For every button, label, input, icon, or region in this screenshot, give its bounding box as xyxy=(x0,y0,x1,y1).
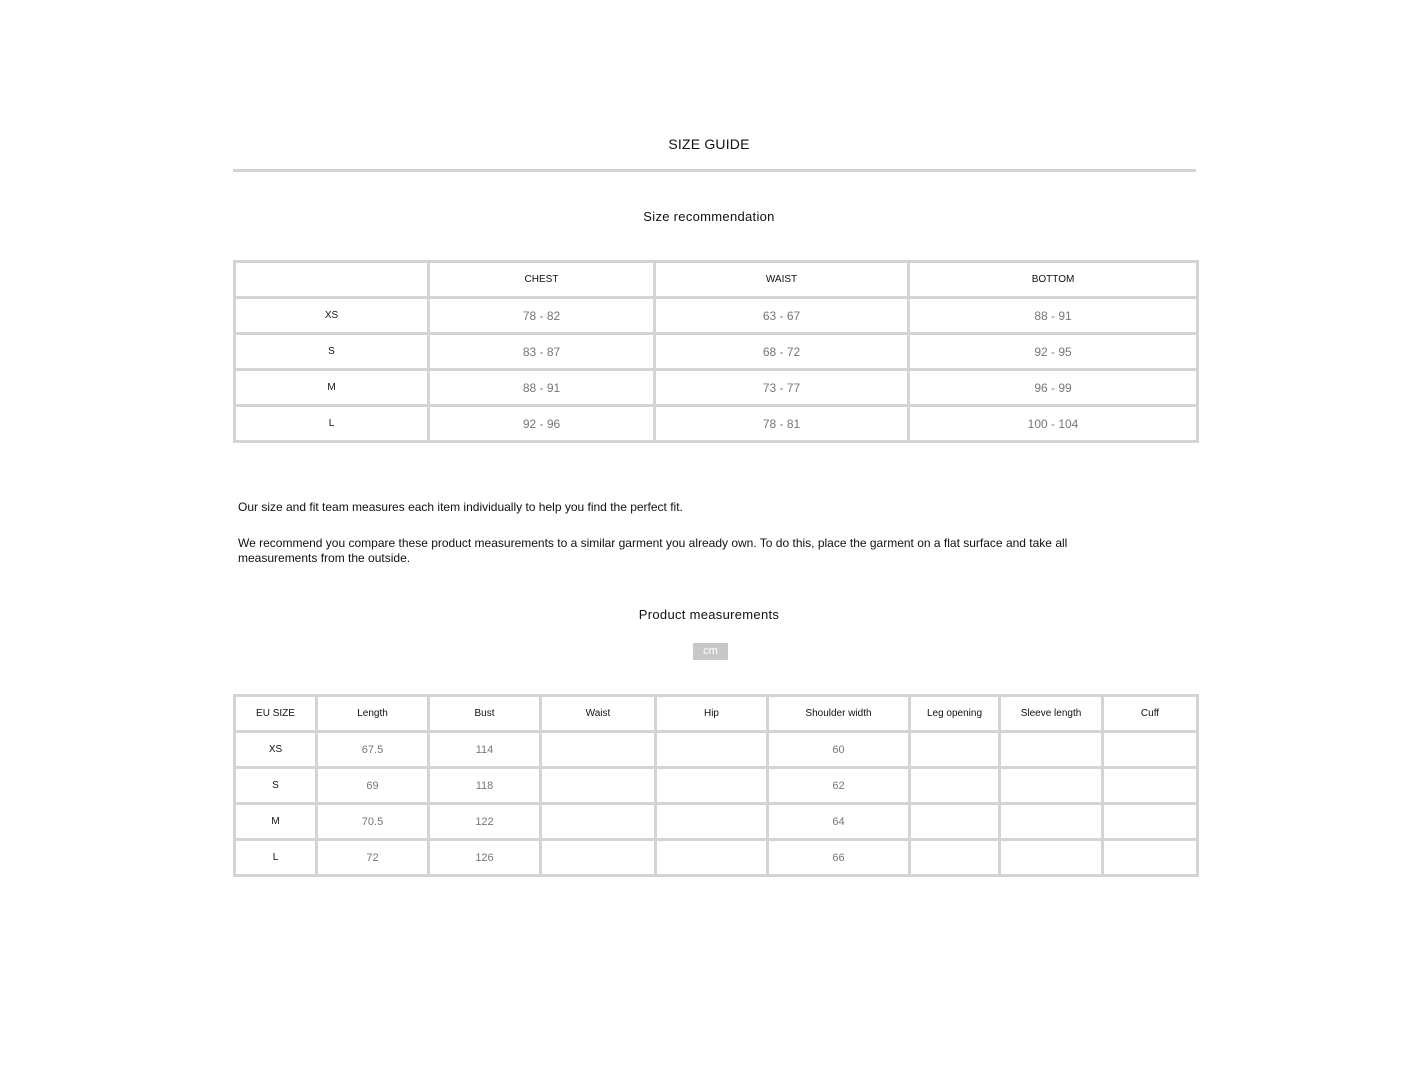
size-cell: XS xyxy=(235,298,429,334)
table-row xyxy=(235,804,1198,840)
waist-cell: 78 - 81 xyxy=(655,406,909,442)
shoulder-cell: 60 xyxy=(768,732,910,768)
hip-cell xyxy=(656,768,768,804)
chest-cell: 88 - 91 xyxy=(429,370,655,406)
table-row xyxy=(235,768,1198,804)
waist-cell xyxy=(541,768,656,804)
waist-cell: 73 - 77 xyxy=(655,370,909,406)
header-cell-hip: Hip xyxy=(656,696,768,732)
product-measurements-heading: Product measurements xyxy=(638,607,780,622)
header-cell-empty xyxy=(235,262,429,298)
waist-cell: 68 - 72 xyxy=(655,334,909,370)
sleeve-length-cell xyxy=(1000,804,1103,840)
header-cell-length: Length xyxy=(317,696,429,732)
size-recommendation-heading: Size recommendation xyxy=(643,209,775,224)
header-cell-sleeve-length: Sleeve length xyxy=(1000,696,1103,732)
header-cell-shoulder-width: Shoulder width xyxy=(768,696,910,732)
header-cell-eu-size: EU SIZE xyxy=(235,696,317,732)
size-cell: L xyxy=(235,406,429,442)
leg-opening-cell xyxy=(910,804,1000,840)
table-row xyxy=(235,840,1198,876)
size-cell: S xyxy=(235,768,317,804)
sleeve-length-cell xyxy=(1000,732,1103,768)
hip-cell xyxy=(656,804,768,840)
header-cell-bottom: BOTTOM xyxy=(909,262,1198,298)
bust-cell: 118 xyxy=(429,768,541,804)
page-title: SIZE GUIDE xyxy=(668,136,750,152)
cuff-cell xyxy=(1103,804,1198,840)
sleeve-length-cell xyxy=(1000,768,1103,804)
table-row xyxy=(235,298,1198,334)
chest-cell: 92 - 96 xyxy=(429,406,655,442)
length-cell: 72 xyxy=(317,840,429,876)
product-measurements-table xyxy=(233,694,1199,877)
header-cell-waist: WAIST xyxy=(655,262,909,298)
cuff-cell xyxy=(1103,840,1198,876)
shoulder-cell: 66 xyxy=(768,840,910,876)
leg-opening-cell xyxy=(910,768,1000,804)
size-cell: XS xyxy=(235,732,317,768)
length-cell: 70.5 xyxy=(317,804,429,840)
bottom-cell: 100 - 104 xyxy=(909,406,1198,442)
sleeve-length-cell xyxy=(1000,840,1103,876)
waist-cell xyxy=(541,804,656,840)
header-cell-leg-opening: Leg opening xyxy=(910,696,1000,732)
bust-cell: 114 xyxy=(429,732,541,768)
size-cell: L xyxy=(235,840,317,876)
unit-toggle-cm[interactable]: cm xyxy=(693,643,728,660)
bust-cell: 122 xyxy=(429,804,541,840)
size-recommendation-table xyxy=(233,260,1199,443)
table-row xyxy=(235,732,1198,768)
shoulder-cell: 64 xyxy=(768,804,910,840)
bottom-cell: 92 - 95 xyxy=(909,334,1198,370)
chest-cell: 78 - 82 xyxy=(429,298,655,334)
header-cell-cuff: Cuff xyxy=(1103,696,1198,732)
waist-cell xyxy=(541,732,656,768)
table-row xyxy=(235,406,1198,442)
table-row xyxy=(235,370,1198,406)
length-cell: 69 xyxy=(317,768,429,804)
bust-cell: 126 xyxy=(429,840,541,876)
waist-cell: 63 - 67 xyxy=(655,298,909,334)
header-cell-chest: CHEST xyxy=(429,262,655,298)
header-cell-bust: Bust xyxy=(429,696,541,732)
hip-cell xyxy=(656,840,768,876)
compare-paragraph: We recommend you compare these product measurements to a similar garment you already own. To do this, place the garment on a flat surface and take all measurements from the outside. xyxy=(238,536,1068,565)
cuff-cell xyxy=(1103,732,1198,768)
chest-cell: 83 - 87 xyxy=(429,334,655,370)
size-cell: M xyxy=(235,370,429,406)
table-row xyxy=(235,334,1198,370)
bottom-cell: 88 - 91 xyxy=(909,298,1198,334)
table-header-row xyxy=(235,262,1198,298)
header-cell-waist: Waist xyxy=(541,696,656,732)
size-cell: M xyxy=(235,804,317,840)
fit-team-paragraph: Our size and fit team measures each item individually to help you find the perfect fit. xyxy=(238,500,683,514)
length-cell: 67.5 xyxy=(317,732,429,768)
size-cell: S xyxy=(235,334,429,370)
shoulder-cell: 62 xyxy=(768,768,910,804)
title-divider xyxy=(233,169,1196,172)
leg-opening-cell xyxy=(910,732,1000,768)
bottom-cell: 96 - 99 xyxy=(909,370,1198,406)
cuff-cell xyxy=(1103,768,1198,804)
hip-cell xyxy=(656,732,768,768)
waist-cell xyxy=(541,840,656,876)
table-header-row xyxy=(235,696,1198,732)
leg-opening-cell xyxy=(910,840,1000,876)
